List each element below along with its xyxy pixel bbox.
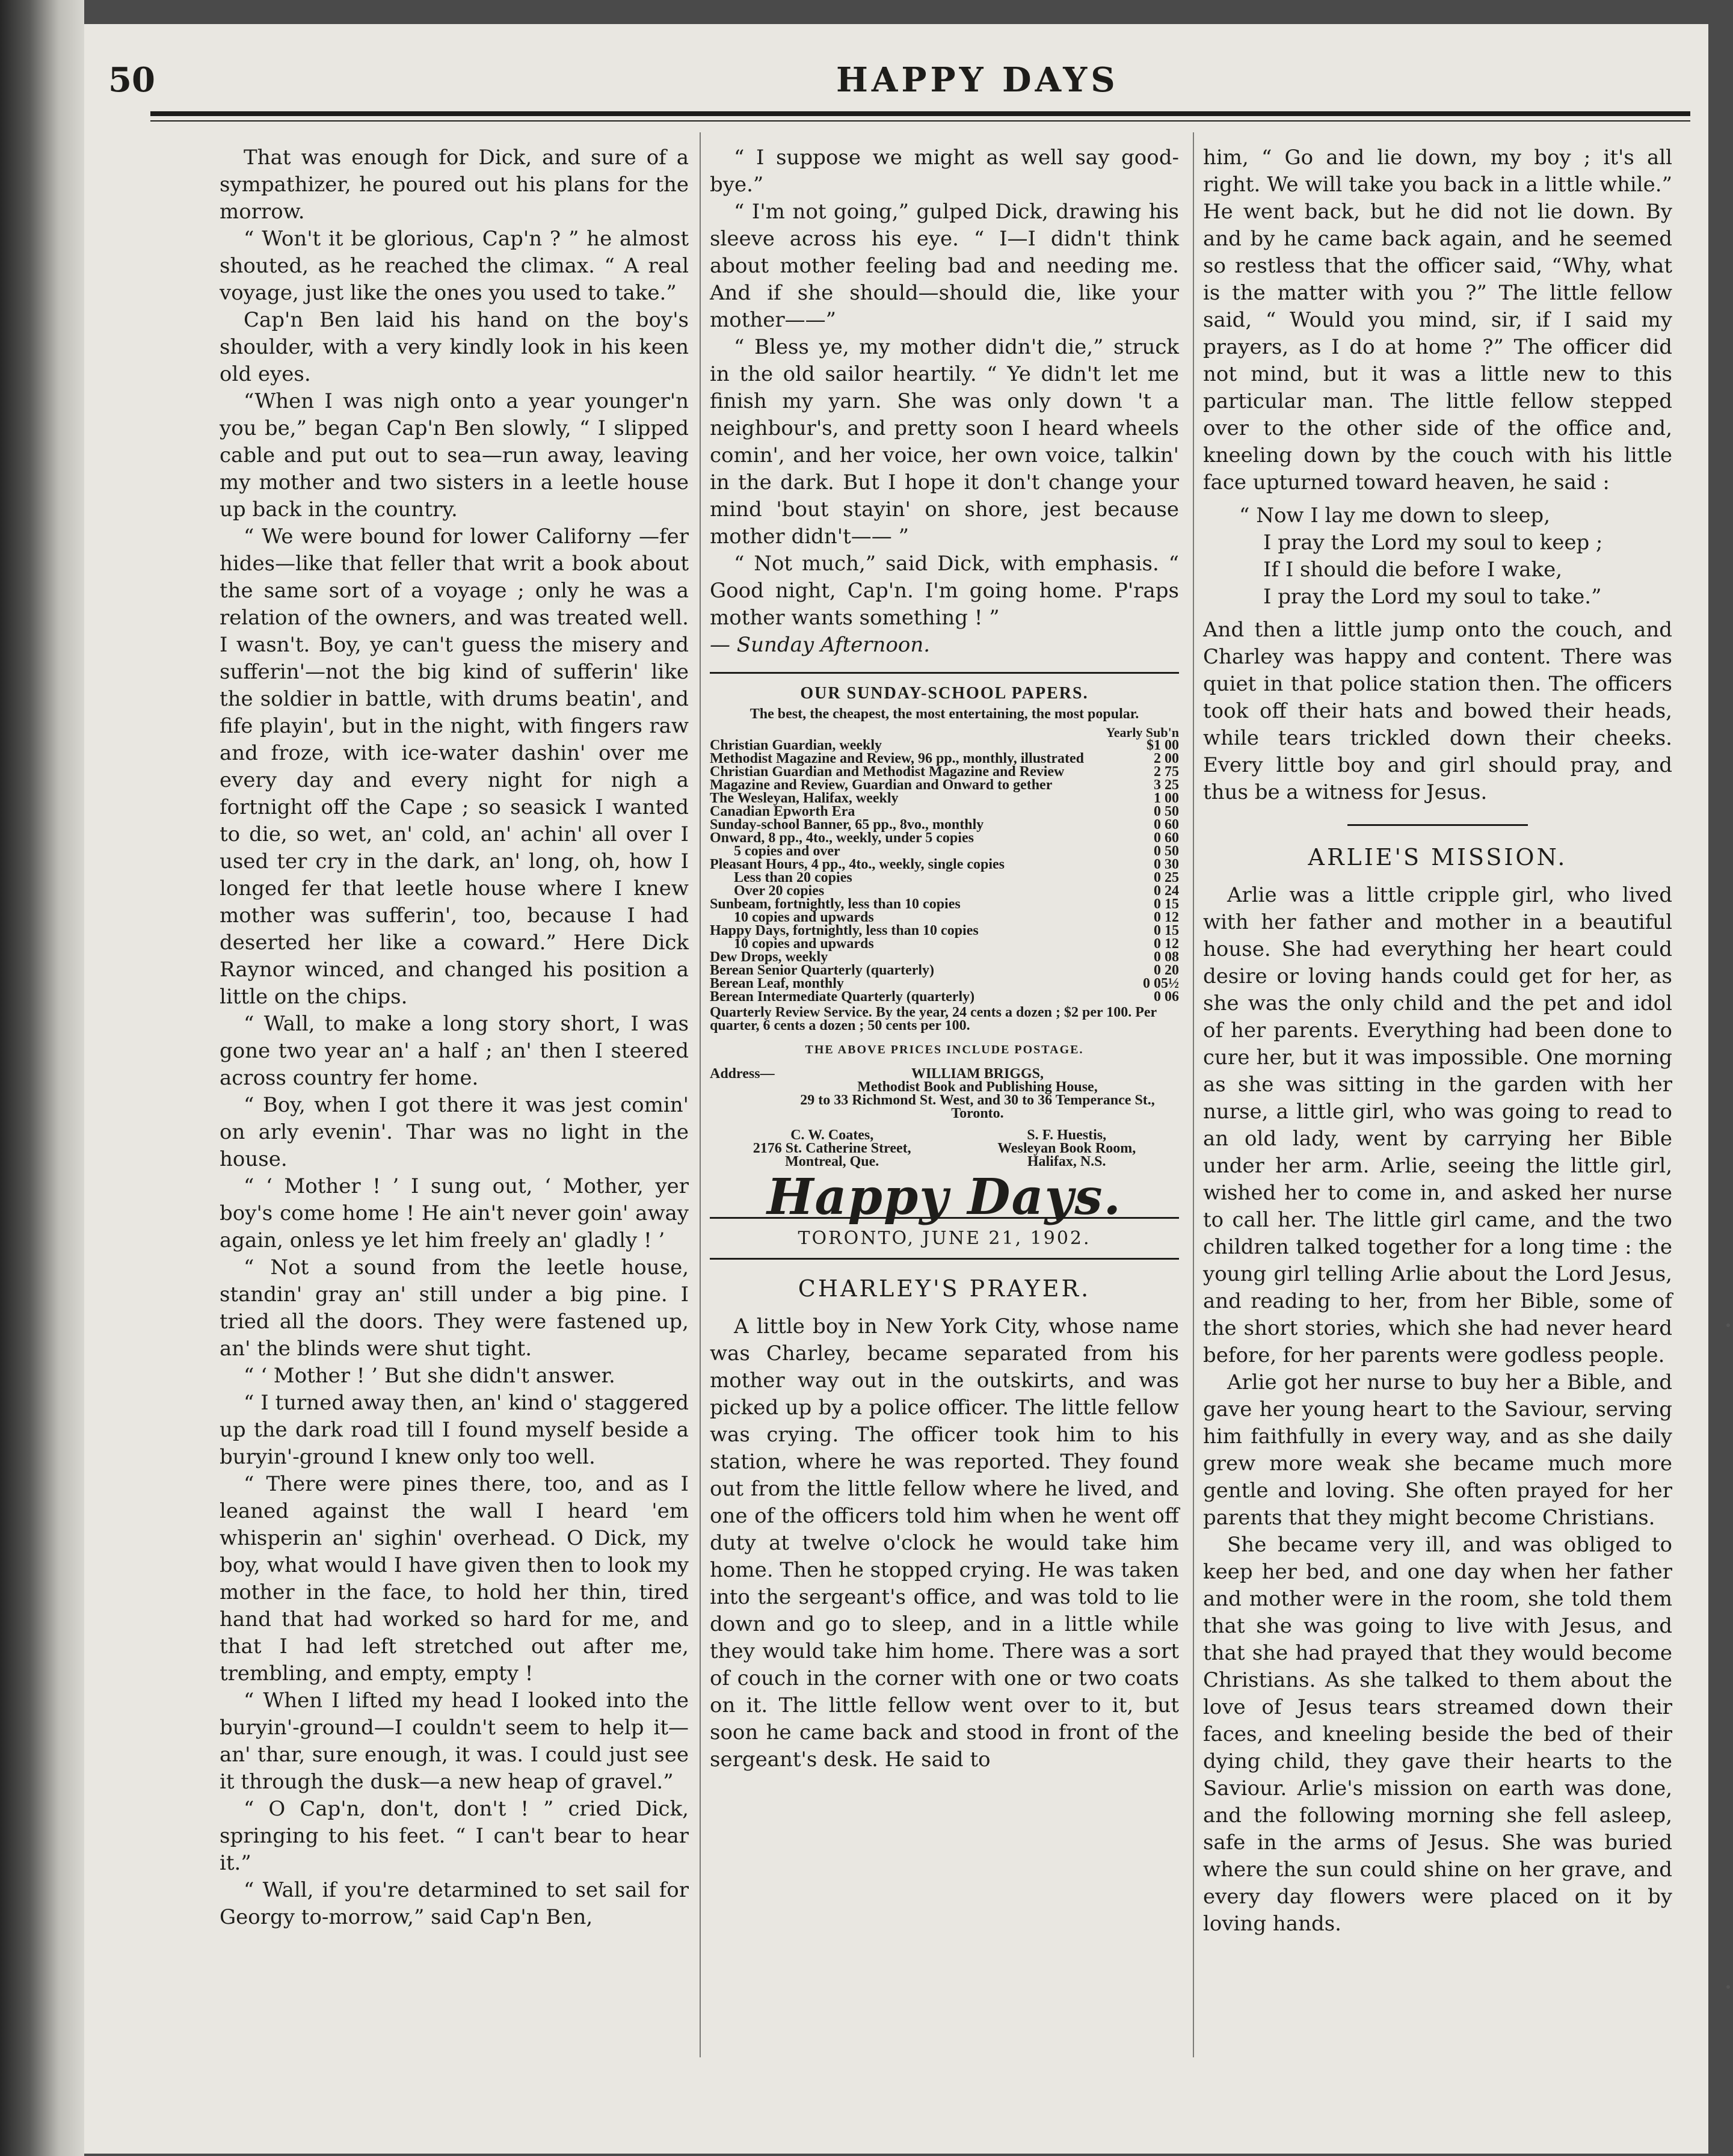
price-row: Christian Guardian, weekly $1 00	[710, 738, 1179, 753]
price-row: Over 20 copies 0 24	[734, 883, 1179, 899]
scan-binding-edge	[0, 0, 84, 2156]
paragraph: “ I'm not going,” gulped Dick, drawing his sleeve across his eye. “ I—I didn't think about mother feeling bad and needing me. And if she should—should die, like your mother——”	[710, 200, 1179, 332]
column-2	[710, 144, 1179, 1773]
papers-title: OUR SUNDAY-SCHOOL PAPERS.	[800, 684, 1089, 703]
paragraph: “ ‘ Mother ! ’ I sung out, ‘ Mother, yer boy's come home ! He ain't never goin' away again, onless ye let him freely an' gladly ! ’	[220, 1174, 689, 1252]
paragraph: “ When I lifted my head I looked into the buryin'-ground—I couldn't seem to help it—an' thar, sure enough, it was. I could just see it through the dusk—a new heap of gravel.”	[220, 1689, 689, 1794]
price-row: Sunbeam, fortnightly, less than 10 copies 0 15	[710, 896, 1179, 912]
publisher-street: 29 to 33 Richmond St. West, and 30 to 36 Temperance St.,	[800, 1092, 1155, 1108]
paragraph: “ I suppose we might as well say good-bye.”	[710, 146, 1179, 197]
paragraph: “ Bless ye, my mother didn't die,” struck in the old sailor heartily. “ Ye didn't let me finish my yarn. She was only down 't a neighbour's, and pretty soon I heard wheels comin', and her voice, her own voice, talkin' in the dark. But I hope it don't change your mind 'bout stayin' on shore, jest because mother didn't—— ”	[710, 335, 1179, 549]
price-row: Happy Days, fortnightly, less than 10 copies 0 15	[710, 923, 1179, 938]
paragraph: “ ‘ Mother ! ’ But she didn't answer.	[244, 1364, 615, 1388]
quarterly-note: Quarterly Review Service. By the year, 24 cents a dozen ; $2 per 100. Per quarter, 6 cents a dozen ; 50 cents per 100.	[710, 1005, 1157, 1033]
verse-line: “ Now I lay me down to sleep,	[1239, 504, 1551, 528]
price-row: Less than 20 copies 0 25	[734, 870, 1179, 886]
dateline: TORONTO, JUNE 21, 1902.	[710, 1217, 1179, 1260]
paragraph: “ O Cap'n, don't, don't ! ” cried Dick, springing to his feet. “ I can't bear to hear it.”	[220, 1797, 689, 1875]
price-row: Onward, 8 pp., 4to., weekly, under 5 copies 0 60	[710, 830, 1179, 846]
publisher-city: Toronto.	[951, 1106, 1004, 1121]
article-title-arlies-mission: ARLIE'S MISSION.	[1308, 844, 1568, 870]
column-divider-2	[1193, 132, 1194, 2057]
publisher-house: Methodist Book and Publishing House,	[857, 1079, 1098, 1095]
paragraph: That was enough for Dick, and sure of a sympathizer, he poured out his plans for the morrow.	[220, 146, 689, 224]
masthead: Happy Days.	[766, 1168, 1122, 1226]
column-1	[220, 144, 689, 1931]
header-rule-thin	[150, 120, 1690, 122]
paragraph: “ Boy, when I got there it was jest comin' on arly evenin'. Thar was no light in the house.	[220, 1093, 689, 1171]
section-rule	[710, 672, 1179, 674]
scan-speck	[1726, 1323, 1730, 1327]
paragraph: “ There were pines there, too, and as I leaned against the wall I heard 'em whisperin an' sighin' overhead. O Dick, my boy, what would I have given then to look my mother in the face, to hold her thin, tired hand that had worked so hard for me, and that I had left stretched out after me, trembling, and empty, empty !	[220, 1472, 689, 1686]
page-number: 50	[108, 60, 155, 100]
price-row: Canadian Epworth Era 0 50	[710, 804, 1179, 819]
paragraph: Arlie was a little cripple girl, who lived with her father and mother in a beautiful house. She had everything her heart could desire or loving hands could get for her, as she was the only child and the pet and idol of her parents. Everything had been done to cure her, but it was impossible. One morning as she was sitting in the garden with her nurse, a little girl, who was going to read to an old lady, went by carrying her Bible under her arm. Arlie, seeing the little girl, wished her to come in, and asked her nurse to call her. The little girl came, and the two children talked together for a long time : the young girl telling Arlie about the Lord Jesus, and reading to her, from her Bible, some of the short stories, which she had never heard before, for her parents were godless people.	[1203, 883, 1672, 1367]
agent-city: Halifax, N.S.	[1027, 1154, 1106, 1169]
column-3	[1203, 144, 1672, 1938]
paragraph: “ I turned away then, an' kind o' staggered up the dark road till I found myself beside a buryin'-ground I knew only too well.	[220, 1391, 689, 1469]
paragraph: And then a little jump onto the couch, and Charley was happy and content. There was quiet in that police station then. The officers took off their hats and bowed their heads, while tears trickled down their cheeks. Every little boy and girl should pray, and thus be a witness for Jesus.	[1203, 618, 1672, 804]
price-row: Dew Drops, weekly 0 08	[710, 949, 1179, 965]
agent-street: 2176 St. Catherine Street,	[753, 1141, 911, 1156]
sunday-school-papers-box	[710, 684, 1179, 1169]
price-row: 10 copies and upwards 0 12	[734, 936, 1179, 952]
paragraph: him, “ Go and lie down, my boy ; it's all right. We will take you back in a little while.” He went back, but he did not lie down. By and by he came back again, and he seemed so restless that the officer said, “Why, what is the matter with you ?” The little fellow said, “ Would you mind, sir, if I said my prayers, as I do at home ?” The officer did not mind, but it was a little new to this particular man. The little fellow stepped over to the other side of the office and, kneeling down by the couch with his little face upturned toward heaven, he said :	[1203, 146, 1672, 494]
paragraph: “ Not a sound from the leetle house, standin' gray an' still under a big pine. I tried all the doors. They were fastened up, an' the blinds were shut tight.	[220, 1255, 689, 1361]
agent-city: Montreal, Que.	[785, 1154, 879, 1169]
agent-name: S. F. Huestis,	[1027, 1127, 1107, 1143]
papers-column-head: Yearly Sub'n	[1106, 725, 1179, 740]
article-title-charleys-prayer: CHARLEY'S PRAYER.	[798, 1275, 1091, 1302]
paragraph: “ Wall, if you're detarmined to set sail for Georgy to-morrow,” said Cap'n Ben,	[220, 1878, 689, 1929]
papers-subtitle: The best, the cheapest, the most entertaining, the most popular.	[750, 706, 1139, 722]
paragraph: “When I was nigh onto a year younger'n you be,” began Cap'n Ben slowly, “ I slipped cable and put out to sea—run away, leaving my mother and two sisters in a leetle house up back in the country.	[220, 389, 689, 522]
price-row: Pleasant Hours, 4 pp., 4to., weekly, single copies 0 30	[710, 857, 1179, 872]
address-label: Address—	[710, 1066, 775, 1082]
scan-speck	[1726, 1985, 1730, 1989]
price-row: 5 copies and over 0 50	[734, 843, 1179, 859]
price-row: Magazine and Review, Guardian and Onward to gether 3 25	[710, 777, 1179, 793]
publisher-address	[710, 1067, 1179, 1120]
price-row: Berean Intermediate Quarterly (quarterly) 0 06	[710, 989, 1179, 1005]
price-row: Methodist Magazine and Review, 96 pp., monthly, illustrated 2 00	[710, 751, 1179, 766]
attribution: — Sunday Afternoon.	[710, 633, 931, 657]
paragraph: Arlie got her nurse to buy her a Bible, and gave her young heart to the Saviour, serving him faithfully in every way, and as she daily grew more weak she became much more gentle and loving. She often prayed for her parents that they might become Christians.	[1203, 1370, 1672, 1530]
prayer-verse	[1239, 502, 1672, 611]
price-row: Christian Guardian and Methodist Magazine and Review 2 75	[710, 764, 1179, 780]
price-row: Berean Leaf, monthly 0 05½	[710, 976, 1179, 991]
header-rule	[150, 111, 1690, 116]
paragraph: “ Not much,” said Dick, with emphasis. “ Good night, Cap'n. I'm going home. P'raps mother wants something ! ”	[710, 552, 1179, 630]
verse-line: I pray the Lord my soul to take.”	[1263, 585, 1602, 609]
price-row: The Wesleyan, Halifax, weekly 1 00	[710, 790, 1179, 806]
price-row: Sunday-school Banner, 65 pp., 8vo., monthly 0 60	[710, 817, 1179, 833]
running-title: HAPPY DAYS	[836, 60, 1119, 100]
price-row: Berean Senior Quarterly (quarterly) 0 20	[710, 962, 1179, 978]
prices-note: THE ABOVE PRICES INCLUDE POSTAGE.	[805, 1043, 1084, 1056]
paragraph: Cap'n Ben laid his hand on the boy's shoulder, with a very kindly look in his keen old eyes.	[220, 308, 689, 386]
section-rule	[1347, 824, 1528, 826]
publisher-name: WILLIAM BRIGGS,	[911, 1066, 1044, 1082]
verse-line: If I should die before I wake,	[1263, 558, 1563, 582]
price-row: 10 copies and upwards 0 12	[734, 910, 1179, 925]
verse-line: I pray the Lord my soul to keep ;	[1263, 531, 1603, 555]
paragraph: “ Wall, to make a long story short, I was gone two year an' a half ; an' then I steered across country fer home.	[220, 1012, 689, 1090]
agent-name: C. W. Coates,	[790, 1127, 874, 1143]
paragraph: A little boy in New York City, whose name was Charley, became separated from his mother way out in the outskirts, and was picked up by a police officer. The little fellow was crying. The officer took him to his station, where he was reported. They found out from the little fellow where he lived, and one of the officers told him when he went off duty at twelve o'clock he would take him home. Then he stopped crying. He was taken into the sergeant's office, and was told to lie down and go to sleep, and in a little while they would take him home. There was a sort of couch in the corner with one or two coats on it. The little fellow went over to it, but soon he came back and stood in front of the sergeant's desk. He said to	[710, 1314, 1179, 1772]
agent-street: Wesleyan Book Room,	[997, 1141, 1136, 1156]
agents	[710, 1129, 1179, 1168]
paragraph: “ Won't it be glorious, Cap'n ? ” he almost shouted, as he reached the climax. “ A real voyage, just like the ones you used to take.”	[220, 227, 689, 305]
paragraph: She became very ill, and was obliged to keep her bed, and one day when her father and mother were in the room, she told them that she was going to live with Jesus, and that she had prayed that they would become Christians. As she talked to them about the love of Jesus tears streamed down their faces, and kneeling beside the bed of their dying child, they gave their hearts to the Saviour. Arlie's mission on earth was done, and the following morning she fell asleep, safe in the arms of Jesus. She was buried where the sun could shine on her grave, and every day flowers were placed on it by loving hands.	[1203, 1533, 1672, 1936]
column-divider-1	[700, 132, 701, 2057]
paragraph: “ We were bound for lower Californy —fer hides—like that feller that writ a book about the same sort of a voyage ; only he was a relation of the owners, and was treated well. I wasn't. Boy, ye can't guess the misery and sufferin'—not the big kind of sufferin' like the soldier in battle, with drums beatin', and fife playin', but in the night, with fingers raw and froze, with ice-water dashin' over me every day and every night for nigh a fortnight off the Cape ; so seasick I wanted to die, so wet, an' cold, an' achin' all over I used ter cry in the dark, an' long, oh, how I longed fer that leetle house where I knew mother was sufferin', too, because I had deserted her like a coward.” Here Dick Raynor winced, and changed his position a little on the chips.	[220, 525, 689, 1009]
